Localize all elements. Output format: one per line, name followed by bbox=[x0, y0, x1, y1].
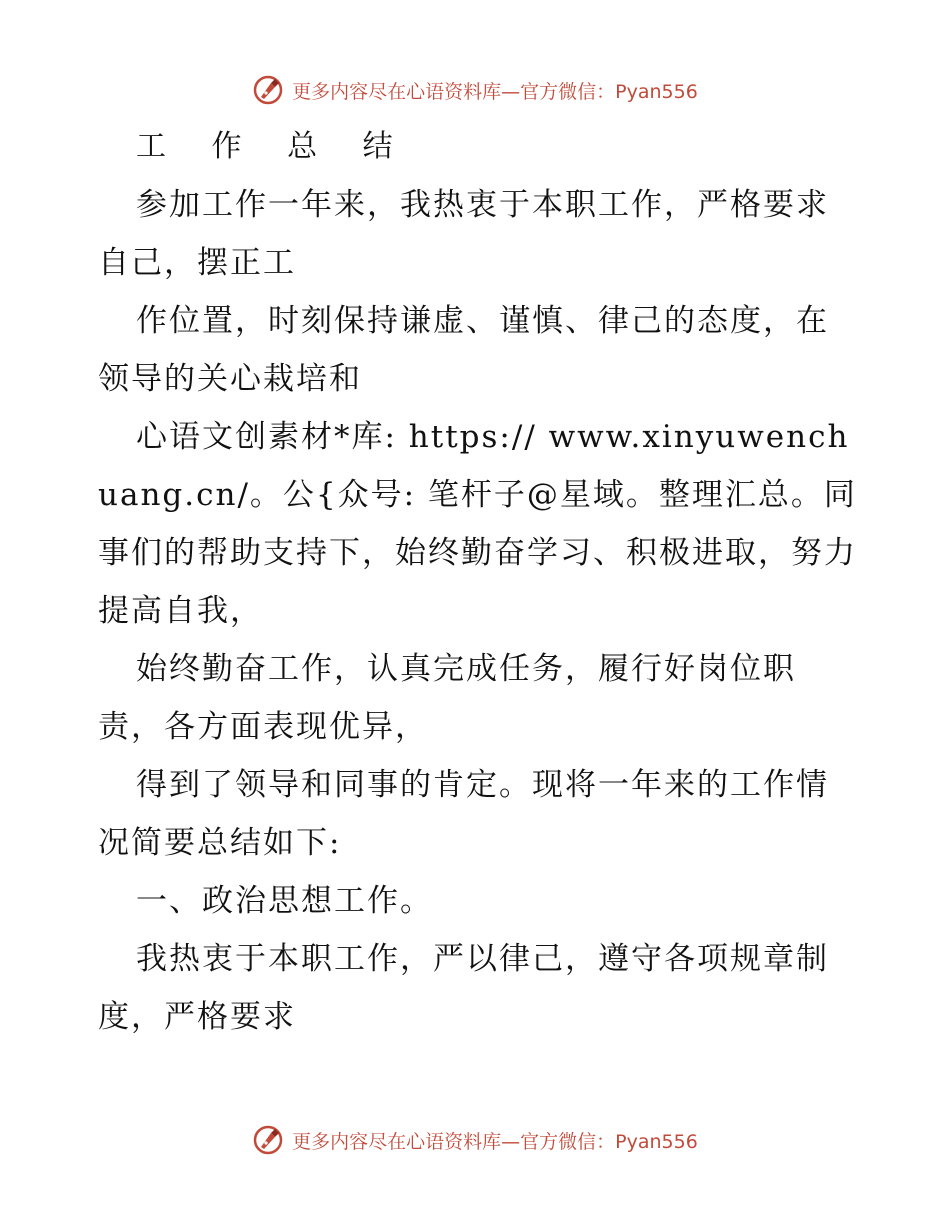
pen-nib-logo-icon bbox=[252, 1124, 284, 1156]
section-heading: 一、政治思想工作。 bbox=[136, 883, 433, 919]
paragraph: 得到了领导和同事的肯定。现将一年来的工作情况简要总结如下: bbox=[98, 767, 829, 861]
banner-text: 更多内容尽在心语资料库—官方微信：Pyan556 bbox=[292, 80, 698, 103]
paragraph: 心语文创素材*库: https:// www.xinyuwenchuang.cn/。公{众号: 笔杆子@星域。整理汇总。同事们的帮助支持下，始终勤奋学习、积极进取，努力提高自我， bbox=[98, 419, 857, 629]
paragraph: 我热衷于本职工作，严以律己，遵守各项规章制度，严格要求 bbox=[98, 941, 829, 1035]
pen-nib-logo-icon bbox=[252, 74, 284, 106]
document-body bbox=[98, 118, 858, 1046]
footer-banner bbox=[0, 1120, 950, 1160]
paragraph: 作位置，时刻保持谦虚、谨慎、律己的态度，在领导的关心栽培和 bbox=[98, 303, 829, 397]
document-title: 工 作 总 结 bbox=[136, 129, 411, 164]
paragraph: 始终勤奋工作，认真完成任务，履行好岗位职责，各方面表现优异， bbox=[98, 651, 796, 745]
banner-text: 更多内容尽在心语资料库—官方微信：Pyan556 bbox=[292, 1130, 698, 1153]
paragraph: 参加工作一年来，我热衷于本职工作，严格要求自己，摆正工 bbox=[98, 187, 829, 281]
header-banner bbox=[0, 70, 950, 110]
